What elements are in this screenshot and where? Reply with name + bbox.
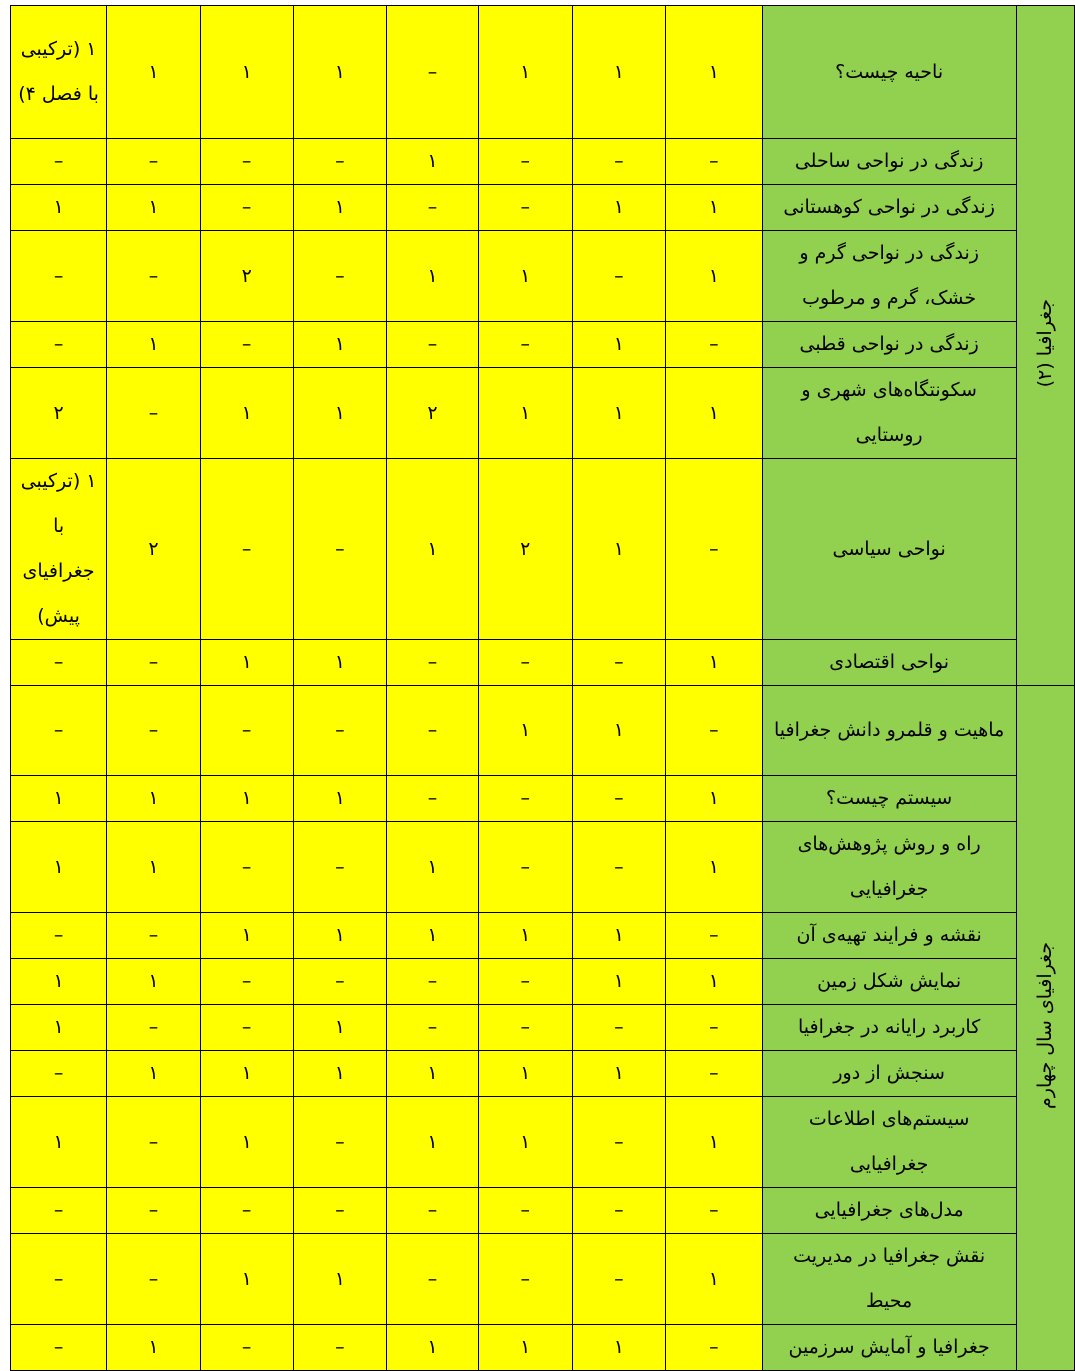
table-row [11, 6, 1075, 139]
table-row [11, 913, 1075, 959]
value-cell: ۲ [478, 459, 572, 640]
topic-cell: نمایش شکل زمین [762, 959, 1016, 1005]
value-cell: ۱ [200, 1097, 293, 1188]
value-cell: – [293, 459, 387, 640]
value-cell: – [572, 231, 666, 322]
topic-cell: زندگی در نواحی ساحلی [762, 139, 1016, 185]
value-cell: – [666, 686, 762, 776]
value-cell: ۱ (ترکیبی با فصل ۴) [11, 6, 107, 139]
value-cell: ۱ [107, 185, 201, 231]
value-cell: ۱ [200, 776, 293, 822]
value-cell: – [387, 1188, 479, 1234]
value-cell: – [666, 322, 762, 368]
value-cell: ۱ [387, 139, 479, 185]
topic-cell: راه و روش پژوهش‌های جغرافیایی [762, 822, 1016, 913]
value-cell: ۲ [11, 368, 107, 459]
value-cell: ۱ [666, 776, 762, 822]
value-cell: ۱ [293, 640, 387, 686]
value-cell: – [572, 1097, 666, 1188]
value-cell: – [666, 1005, 762, 1051]
value-cell: ۱ [11, 822, 107, 913]
table-row [11, 139, 1075, 185]
value-cell: ۱ [11, 959, 107, 1005]
value-cell: – [107, 368, 201, 459]
value-cell: ۱ [200, 913, 293, 959]
value-cell: – [293, 231, 387, 322]
section-title: جغرافیای سال چهارم [1034, 942, 1057, 1109]
value-cell: ۱ [293, 185, 387, 231]
value-cell: ۱ [107, 322, 201, 368]
value-cell: ۱ [387, 1097, 479, 1188]
value-cell: ۱ [478, 686, 572, 776]
topic-cell: ناحیه چیست؟ [762, 6, 1016, 139]
value-cell: ۱ [387, 822, 479, 913]
value-cell: ۱ [293, 1234, 387, 1325]
table-row [11, 1188, 1075, 1234]
value-cell: – [293, 139, 387, 185]
section-label-cell [1016, 686, 1074, 1371]
value-cell: ۱ [478, 1097, 572, 1188]
value-cell: – [11, 1234, 107, 1325]
value-cell: – [572, 776, 666, 822]
topic-cell: زندگی در نواحی گرم و خشک، گرم و مرطوب [762, 231, 1016, 322]
table-row [11, 822, 1075, 913]
value-cell: – [107, 139, 201, 185]
value-cell: – [11, 640, 107, 686]
topic-cell: جغرافیا و آمایش سرزمین [762, 1325, 1016, 1371]
table-row [11, 322, 1075, 368]
value-cell: ۱ [666, 231, 762, 322]
value-cell: – [293, 1097, 387, 1188]
value-cell: – [478, 1005, 572, 1051]
value-cell: – [200, 1325, 293, 1371]
value-cell: – [478, 139, 572, 185]
value-cell: ۱ [572, 686, 666, 776]
value-cell: – [11, 1325, 107, 1371]
value-cell: ۱ [11, 1097, 107, 1188]
value-cell: ۱ [478, 368, 572, 459]
value-cell: – [107, 686, 201, 776]
value-cell: – [387, 640, 479, 686]
value-cell: ۱ [666, 6, 762, 139]
value-cell: ۱ [107, 1325, 201, 1371]
value-cell: – [478, 1234, 572, 1325]
value-cell: – [666, 139, 762, 185]
topic-cell: سکونتگاه‌های شهری و روستایی [762, 368, 1016, 459]
topic-cell: سیستم چیست؟ [762, 776, 1016, 822]
topic-cell: سنجش از دور [762, 1051, 1016, 1097]
value-cell: – [11, 139, 107, 185]
value-cell: ۱ [572, 1325, 666, 1371]
table-row [11, 1005, 1075, 1051]
value-cell: ۱ (ترکیبی با جغرافیای پیش) [11, 459, 107, 640]
topic-cell: زندگی در نواحی قطبی [762, 322, 1016, 368]
value-cell: – [107, 1234, 201, 1325]
value-cell: – [572, 139, 666, 185]
value-cell: – [293, 959, 387, 1005]
value-cell: ۱ [107, 6, 201, 139]
topic-cell: نواحی اقتصادی [762, 640, 1016, 686]
value-cell: ۱ [572, 6, 666, 139]
value-cell: – [572, 1234, 666, 1325]
value-cell: – [200, 959, 293, 1005]
value-cell: – [387, 6, 479, 139]
value-cell: – [293, 1325, 387, 1371]
table-row [11, 1234, 1075, 1325]
value-cell: – [387, 322, 479, 368]
table-row [11, 686, 1075, 776]
value-cell: – [293, 1188, 387, 1234]
table-row [11, 1097, 1075, 1188]
value-cell: – [387, 959, 479, 1005]
value-cell: ۱ [200, 6, 293, 139]
value-cell: – [572, 1005, 666, 1051]
value-cell: ۱ [107, 776, 201, 822]
table-row [11, 459, 1075, 640]
value-cell: – [107, 1188, 201, 1234]
value-cell: – [200, 822, 293, 913]
value-cell: – [107, 1005, 201, 1051]
value-cell: ۱ [200, 1234, 293, 1325]
value-cell: – [200, 139, 293, 185]
value-cell: – [478, 776, 572, 822]
value-cell: ۱ [572, 959, 666, 1005]
value-cell: – [200, 322, 293, 368]
value-cell: – [11, 322, 107, 368]
value-cell: – [387, 185, 479, 231]
value-cell: ۱ [572, 1051, 666, 1097]
value-cell: ۱ [107, 959, 201, 1005]
value-cell: – [387, 1234, 479, 1325]
value-cell: – [387, 776, 479, 822]
value-cell: – [666, 913, 762, 959]
value-cell: – [200, 686, 293, 776]
value-cell: – [200, 1188, 293, 1234]
value-cell: ۱ [666, 959, 762, 1005]
value-cell: ۱ [387, 459, 479, 640]
value-cell: ۱ [200, 640, 293, 686]
section-title: جغرافیا (۲) [1034, 298, 1057, 388]
topic-cell: کاربرد رایانه در جغرافیا [762, 1005, 1016, 1051]
value-cell: – [666, 459, 762, 640]
table-row [11, 231, 1075, 322]
value-cell: – [11, 1051, 107, 1097]
value-cell: ۱ [478, 231, 572, 322]
value-cell: – [107, 640, 201, 686]
value-cell: ۱ [478, 1051, 572, 1097]
value-cell: ۱ [107, 1051, 201, 1097]
question-distribution-table [10, 5, 1075, 1371]
value-cell: ۱ [387, 913, 479, 959]
table-row [11, 776, 1075, 822]
value-cell: ۱ [293, 6, 387, 139]
topic-cell: سیستم‌های اطلاعات جغرافیایی [762, 1097, 1016, 1188]
value-cell: – [572, 1188, 666, 1234]
topic-cell: نواحی سیاسی [762, 459, 1016, 640]
value-cell: – [478, 322, 572, 368]
topic-cell: ماهیت و قلمرو دانش جغرافیا [762, 686, 1016, 776]
value-cell: ۱ [107, 822, 201, 913]
value-cell: ۱ [293, 1051, 387, 1097]
value-cell: ۱ [666, 640, 762, 686]
value-cell: ۱ [572, 185, 666, 231]
value-cell: – [666, 1325, 762, 1371]
value-cell: ۱ [478, 1325, 572, 1371]
value-cell: – [107, 1097, 201, 1188]
value-cell: – [107, 913, 201, 959]
value-cell: ۱ [666, 185, 762, 231]
value-cell: ۱ [293, 368, 387, 459]
value-cell: ۱ [387, 1325, 479, 1371]
value-cell: ۱ [387, 1051, 479, 1097]
value-cell: ۱ [387, 231, 479, 322]
value-cell: – [11, 231, 107, 322]
value-cell: – [293, 686, 387, 776]
value-cell: – [200, 1005, 293, 1051]
value-cell: ۱ [572, 322, 666, 368]
value-cell: ۲ [200, 231, 293, 322]
value-cell: ۱ [200, 1051, 293, 1097]
value-cell: ۱ [572, 913, 666, 959]
table-row [11, 1051, 1075, 1097]
value-cell: ۲ [107, 459, 201, 640]
value-cell: ۱ [572, 459, 666, 640]
value-cell: – [478, 822, 572, 913]
value-cell: ۱ [293, 1005, 387, 1051]
table-row [11, 959, 1075, 1005]
value-cell: – [478, 640, 572, 686]
value-cell: ۱ [666, 368, 762, 459]
topic-cell: زندگی در نواحی کوهستانی [762, 185, 1016, 231]
value-cell: ۱ [11, 1005, 107, 1051]
table-row [11, 368, 1075, 459]
value-cell: – [666, 1051, 762, 1097]
value-cell: ۱ [572, 368, 666, 459]
topic-cell: نقش جغرافیا در مدیریت محیط [762, 1234, 1016, 1325]
value-cell: ۱ [666, 1097, 762, 1188]
table-row [11, 640, 1075, 686]
value-cell: – [200, 459, 293, 640]
value-cell: ۱ [293, 776, 387, 822]
value-cell: – [293, 822, 387, 913]
value-cell: – [478, 959, 572, 1005]
value-cell: – [11, 1188, 107, 1234]
value-cell: ۱ [478, 913, 572, 959]
topic-cell: مدل‌های جغرافیایی [762, 1188, 1016, 1234]
value-cell: – [387, 1005, 479, 1051]
topic-cell: نقشه و فرایند تهیه‌ی آن [762, 913, 1016, 959]
section-label-cell [1016, 6, 1074, 686]
value-cell: ۱ [293, 322, 387, 368]
table-row [11, 185, 1075, 231]
value-cell: – [572, 822, 666, 913]
value-cell: – [200, 185, 293, 231]
value-cell: – [11, 913, 107, 959]
value-cell: – [107, 231, 201, 322]
value-cell: ۱ [293, 913, 387, 959]
value-cell: ۱ [478, 6, 572, 139]
value-cell: ۱ [666, 1234, 762, 1325]
value-cell: – [387, 686, 479, 776]
value-cell: – [572, 640, 666, 686]
value-cell: ۱ [11, 776, 107, 822]
value-cell: ۲ [387, 368, 479, 459]
value-cell: – [666, 1188, 762, 1234]
value-cell: ۱ [11, 185, 107, 231]
value-cell: ۱ [200, 368, 293, 459]
value-cell: ۱ [666, 822, 762, 913]
value-cell: – [478, 185, 572, 231]
value-cell: – [478, 1188, 572, 1234]
value-cell: – [11, 686, 107, 776]
